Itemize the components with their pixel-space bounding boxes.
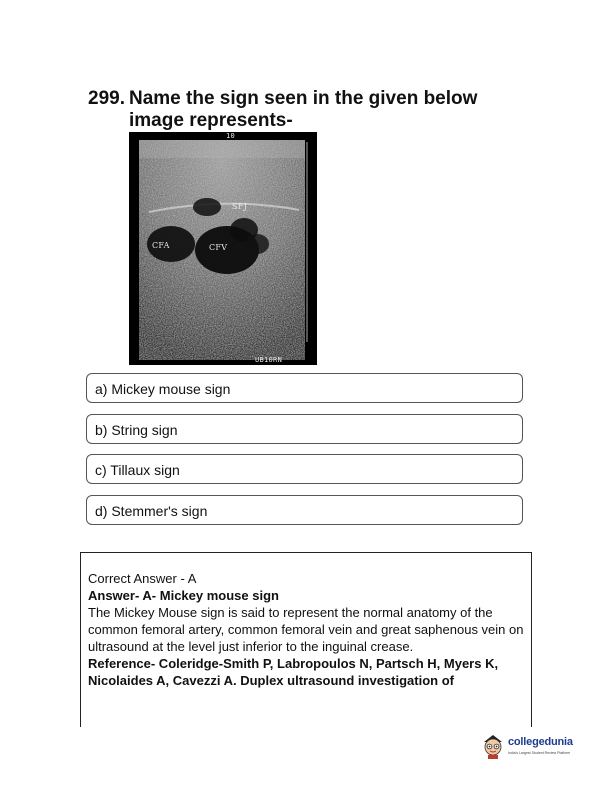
top-marker-label: 10 [226, 132, 236, 140]
answer-explanation: The Mickey Mouse sign is said to represent the normal anatomy of the common femoral artery, common femoral vein and great saphenous vein on ultrasound at the level just inferior to the inguinal crease. [88, 605, 524, 654]
question-number: 299. [88, 88, 125, 109]
option-a[interactable]: a) Mickey mouse sign [86, 373, 523, 403]
mascot-icon [480, 732, 506, 765]
cfv-label: CFV [209, 243, 228, 252]
ultrasound-image [129, 132, 317, 365]
answer-box [80, 552, 532, 727]
option-c[interactable]: c) Tillaux sign [86, 454, 523, 484]
answer-content [88, 570, 530, 689]
probe-label: UB10RN [255, 356, 283, 364]
correct-answer: Correct Answer - A [88, 571, 197, 586]
option-b[interactable]: b) String sign [86, 414, 523, 444]
logo-tagline: India's Largest Student Review Platform [508, 751, 571, 755]
logo-name: collegedunia [508, 736, 573, 748]
collegedunia-logo [480, 732, 590, 762]
option-d[interactable]: d) Stemmer's sign [86, 495, 523, 525]
sfj-label: SFJ [232, 202, 248, 211]
question-text: Name the sign seen in the given below image represents- [129, 88, 478, 131]
answer-reference: Reference- Coleridge-Smith P, Labropoulos N, Partsch H, Myers K, Nicolaides A, Cavezzi A. Duplex ultrasound investigation of [88, 656, 499, 688]
cfa-label: CFA [152, 241, 170, 250]
answer-title: Answer- A- Mickey mouse sign [88, 588, 279, 603]
